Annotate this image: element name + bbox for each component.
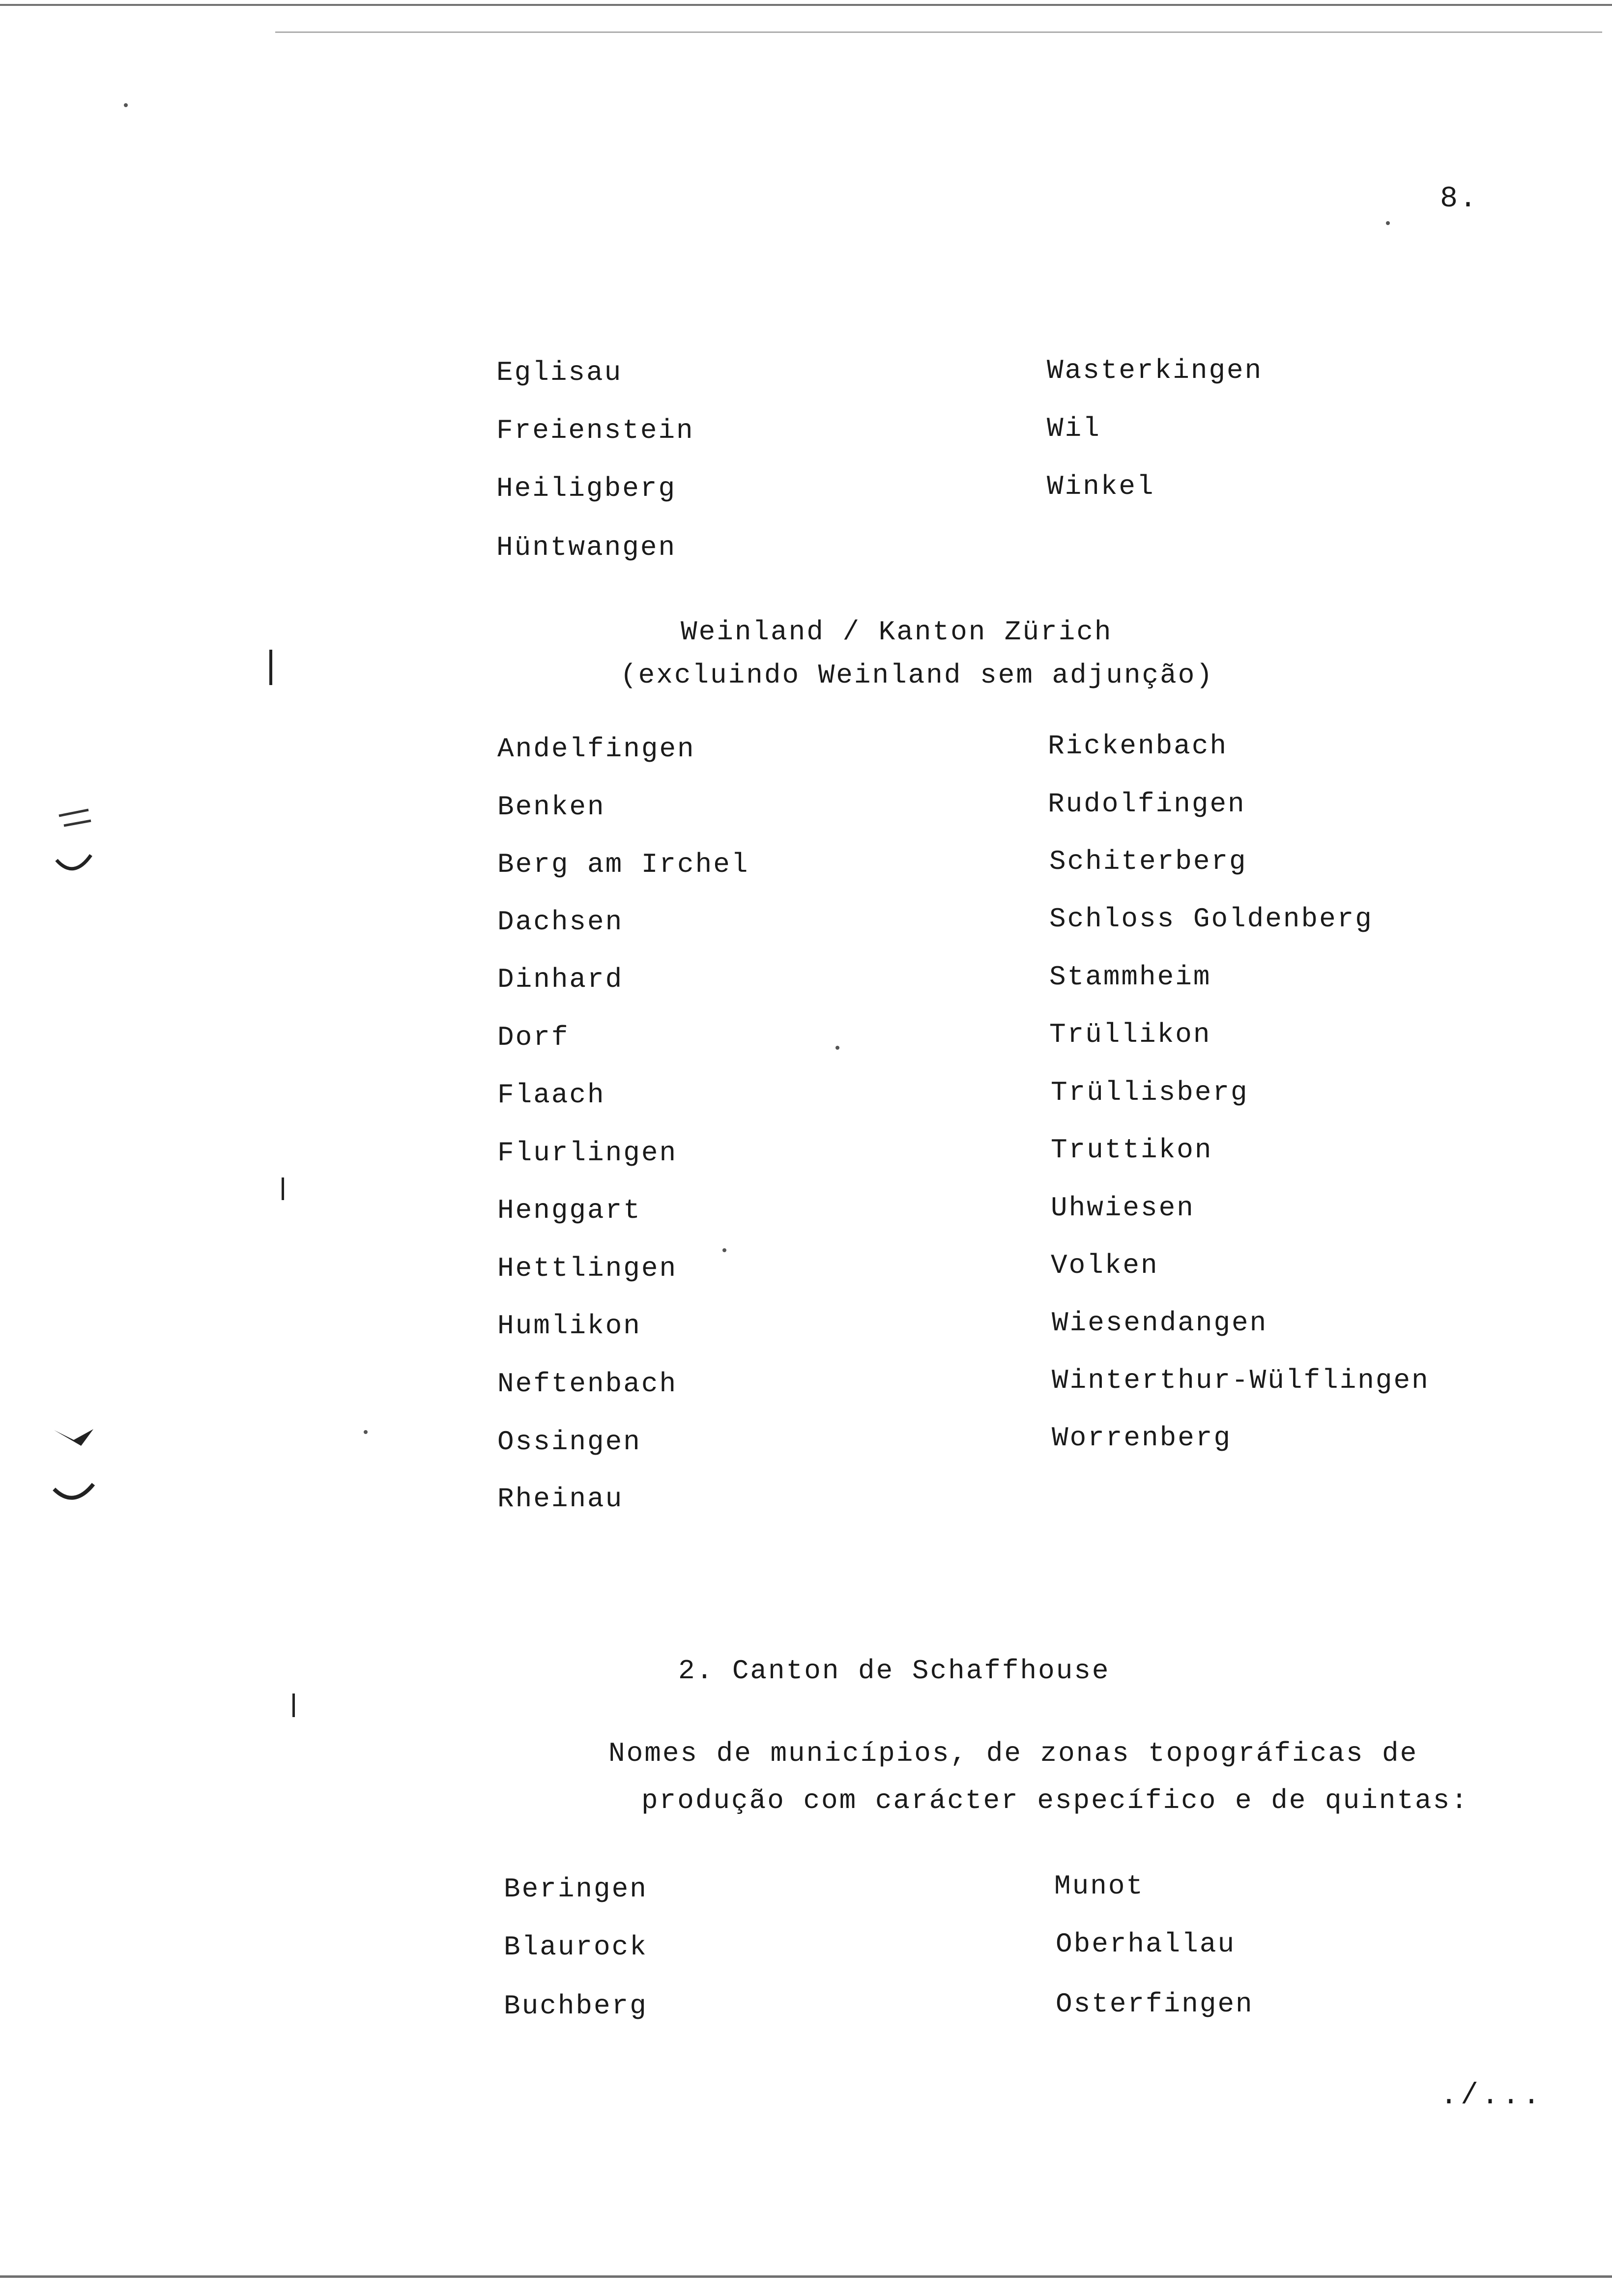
place-name: Volken [1051, 1250, 1159, 1281]
place-name: Henggart [497, 1195, 641, 1226]
place-name: Dinhard [497, 964, 624, 995]
scan-dot [124, 103, 128, 107]
bottom-edge-line [0, 2275, 1612, 2278]
place-name: Ossingen [497, 1426, 641, 1458]
place-name: Berg am Irchel [497, 849, 749, 880]
place-name: Andelfingen [497, 733, 695, 765]
place-name: Hüntwangen [496, 532, 677, 563]
place-name: Stammheim [1049, 961, 1211, 993]
scan-mark [292, 1693, 295, 1717]
place-name: Winterthur-Wülflingen [1052, 1365, 1430, 1396]
place-name: Oberhallau [1056, 1928, 1236, 1960]
place-name: Uhwiesen [1051, 1192, 1195, 1224]
section-subheading: (excluindo Weinland sem adjunção) [620, 660, 1214, 691]
place-name: Trüllisberg [1051, 1077, 1249, 1108]
continuation-mark: ./... [1440, 2079, 1544, 2113]
place-name: Worrenberg [1052, 1422, 1232, 1454]
place-name: Dorf [497, 1022, 570, 1053]
top-smudge-line [275, 31, 1602, 33]
place-name: Rudolfingen [1048, 788, 1246, 820]
place-name: Blaurock [504, 1931, 648, 1963]
place-name: Heiligberg [496, 473, 677, 504]
top-edge-line [0, 4, 1612, 6]
place-name: Eglisau [496, 357, 623, 388]
section-title: 2. Canton de Schaffhouse [678, 1655, 1110, 1687]
scan-mark [269, 650, 272, 685]
place-name: Neftenbach [497, 1368, 678, 1400]
place-name: Beringen [504, 1873, 648, 1905]
place-name: Humlikon [497, 1310, 641, 1342]
place-name: Munot [1054, 1870, 1145, 1902]
binding-hole-mark [47, 1415, 101, 1514]
section-intro-line: Nomes de municípios, de zonas topográficas de [608, 1738, 1418, 1769]
place-name: Rheinau [497, 1483, 624, 1515]
place-name: Winkel [1047, 471, 1155, 502]
section-heading: Weinland / Kanton Zürich [681, 616, 1113, 648]
binding-hole-mark [49, 806, 103, 890]
section-intro-line: produção com carácter específico e de quintas: [641, 1785, 1469, 1816]
place-name: Osterfingen [1056, 1988, 1254, 2020]
place-name: Schloss Goldenberg [1049, 903, 1373, 935]
place-name: Flaach [497, 1079, 605, 1111]
place-name: Freienstein [496, 415, 694, 446]
scan-dot [364, 1430, 368, 1434]
place-name: Buchberg [504, 1990, 648, 2022]
place-name: Trüllikon [1049, 1019, 1211, 1050]
place-name: Rickenbach [1048, 730, 1228, 762]
scan-dot [722, 1248, 726, 1252]
place-name: Hettlingen [497, 1253, 678, 1284]
place-name: Benken [497, 791, 605, 823]
place-name: Wil [1047, 413, 1101, 444]
place-name: Dachsen [497, 906, 624, 938]
place-name: Flurlingen [497, 1137, 678, 1169]
scan-mark [282, 1177, 284, 1200]
place-name: Schiterberg [1049, 846, 1247, 877]
page-number: 8. [1440, 182, 1479, 216]
scan-dot [1386, 221, 1390, 225]
place-name: Wiesendangen [1052, 1307, 1268, 1339]
scan-dot [835, 1046, 839, 1050]
place-name: Truttikon [1051, 1134, 1213, 1166]
place-name: Wasterkingen [1047, 355, 1263, 386]
